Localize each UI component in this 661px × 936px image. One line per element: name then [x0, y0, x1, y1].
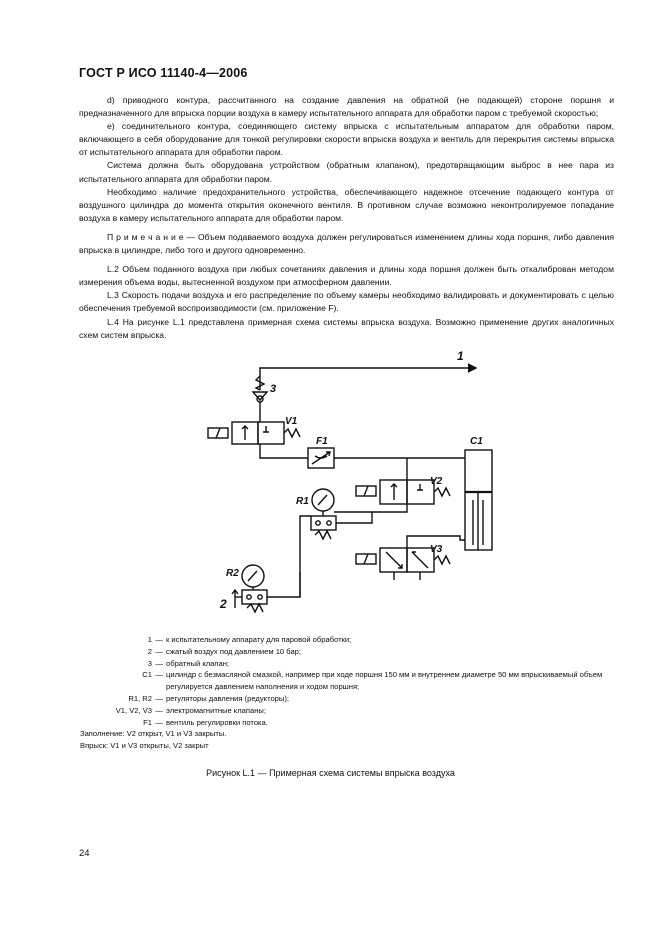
label-r1: R1 — [296, 496, 309, 507]
legend-symbol: V1, V2, V3 — [115, 705, 152, 715]
r1-spring — [315, 531, 331, 539]
legend-description: обратный клапан; — [166, 658, 230, 668]
legend-symbol: F1 — [143, 717, 152, 727]
legend-item: 3 — обратный клапан; — [80, 658, 620, 670]
v3-spring — [434, 556, 450, 564]
outlet-arrow — [468, 364, 476, 372]
outlet-line — [260, 368, 475, 390]
legend-item: F1 — вентиль регулировки потока. — [80, 717, 620, 729]
figure-legend — [80, 634, 620, 752]
air-injection-diagram — [190, 340, 520, 620]
v1-spring — [284, 429, 300, 437]
document-header: ГОСТ Р ИСО 11140-4—2006 — [79, 66, 248, 80]
legend-symbol: R1, R2 — [128, 693, 152, 703]
v2-spring — [434, 488, 450, 496]
legend-symbol: 2 — [147, 646, 152, 656]
body-text — [79, 94, 614, 342]
paragraph-d: d) приводного контура, рассчитанного на создание давления на обратной (не подающей) стороне поршня и предназначенного для впрыска порции воздуха в камеру испытательного аппарата для обработки паром с требуемой скоростью; — [79, 95, 614, 119]
legend-description: электромагнитные клапаны; — [166, 705, 266, 715]
paragraph-l4: L.4 На рисунке L.1 представлена примерная схема системы впрыска воздуха. Возможно применение других аналогичных схем систем впрыска. — [79, 316, 614, 340]
legend-description: к испытательному аппарату для паровой обработки; — [166, 635, 352, 644]
label-f1: F1 — [316, 436, 328, 447]
label-1: 1 — [457, 349, 464, 363]
label-2: 2 — [220, 597, 227, 611]
legend-description: сжатый воздух под давлением 10 бар; — [166, 646, 301, 656]
paragraph-check-valve: Система должна быть оборудована устройством (обратным клапаном), предотвращающим выброс в нее пара из испытательного аппарата для обработки паром. — [79, 160, 614, 184]
label-v1: V1 — [285, 416, 298, 427]
label-v3: V3 — [430, 544, 443, 555]
legend-symbol: 1 — [147, 635, 152, 644]
r1-body — [311, 516, 336, 530]
legend-item: R1, R2 — регуляторы давления (редукторы); — [80, 693, 620, 705]
legend-injection: Впрыск: V1 и V3 открыты, V2 закрыт — [80, 741, 209, 751]
paragraph-e: е) соединительного контура, соединяющего систему впрыска с испытательным аппаратом для обработки паром, включающего в себя оборудование для тонкой регулировки скорости впрыска воздуха и вентиль для перекрытия системы впрыска от испытательного аппарата для обработки паром. — [79, 121, 614, 158]
note-text: — Объем подаваемого воздуха должен регулироваться изменением длины хода поршня, либо давления впрыска в цилиндре, либо того и другого одновременно. — [79, 231, 614, 256]
figure-caption: Рисунок L.1 — Примерная схема системы впрыска воздуха — [206, 768, 455, 778]
legend-item: 2 — сжатый воздух под давлением 10 бар; — [80, 646, 620, 658]
legend-item: V1, V2, V3 — электромагнитные клапаны; — [80, 705, 620, 717]
label-v2: V2 — [430, 476, 443, 487]
legend-symbol: 3 — [147, 658, 152, 668]
note — [79, 231, 614, 257]
label-c1: C1 — [470, 436, 483, 447]
legend-description: цилиндр с безмасляной смазкой, например при ходе поршня 150 мм и внутреннем диаметре 50 мм впрыскиваемый объем регулируется давлением наполнения и ходом поршня; — [166, 670, 603, 692]
label-r2: R2 — [226, 568, 239, 579]
paragraph-l2: L.2 Объем поданного воздуха при любых сочетаниях давления и длины хода поршня должен быть откалиброван методом измерения объема воды, вытесненной воздухом при атмосферном давлении. — [79, 264, 614, 288]
note-label: П р и м е ч а н и е — [107, 231, 184, 242]
r2-spring — [247, 604, 263, 612]
legend-item: C1 — цилиндр с безмасляной смазкой, например при ходе поршня 150 мм и внутреннем диаметре 50 мм впрыскиваемый объем регулируется давлением наполнения и ходом поршня; — [80, 669, 620, 693]
legend-filling: Заполнение: V2 открыт, V1 и V3 закрыты. — [80, 729, 227, 739]
legend-symbol: C1 — [142, 670, 152, 680]
supply-arrow — [232, 590, 238, 608]
legend-description: регуляторы давления (редукторы); — [166, 693, 290, 703]
paragraph-safety: Необходимо наличие предохранительного устройства, обеспечивающего надежное отсечение подающего контура от воздушного цилиндра до момента открытия оконечного вентиля. В противном случае возможно неконтролируемое попадание воздуха в камеру испытательного аппарата для обработки паром. — [79, 186, 614, 223]
legend-description: вентиль регулировки потока. — [166, 717, 268, 727]
r2-body — [242, 590, 267, 604]
v1-box-right — [258, 422, 284, 444]
legend-item: 1 — к испытательному аппарату для паровой обработки; — [80, 634, 620, 646]
label-3: 3 — [270, 383, 277, 395]
paragraph-l3: L.3 Скорость подачи воздуха и его распределение по объему камеры необходимо валидировать и документировать с целью обеспечения требуемой воспроизводимости (см. приложение F). — [79, 290, 614, 314]
page-number: 24 — [79, 848, 90, 859]
